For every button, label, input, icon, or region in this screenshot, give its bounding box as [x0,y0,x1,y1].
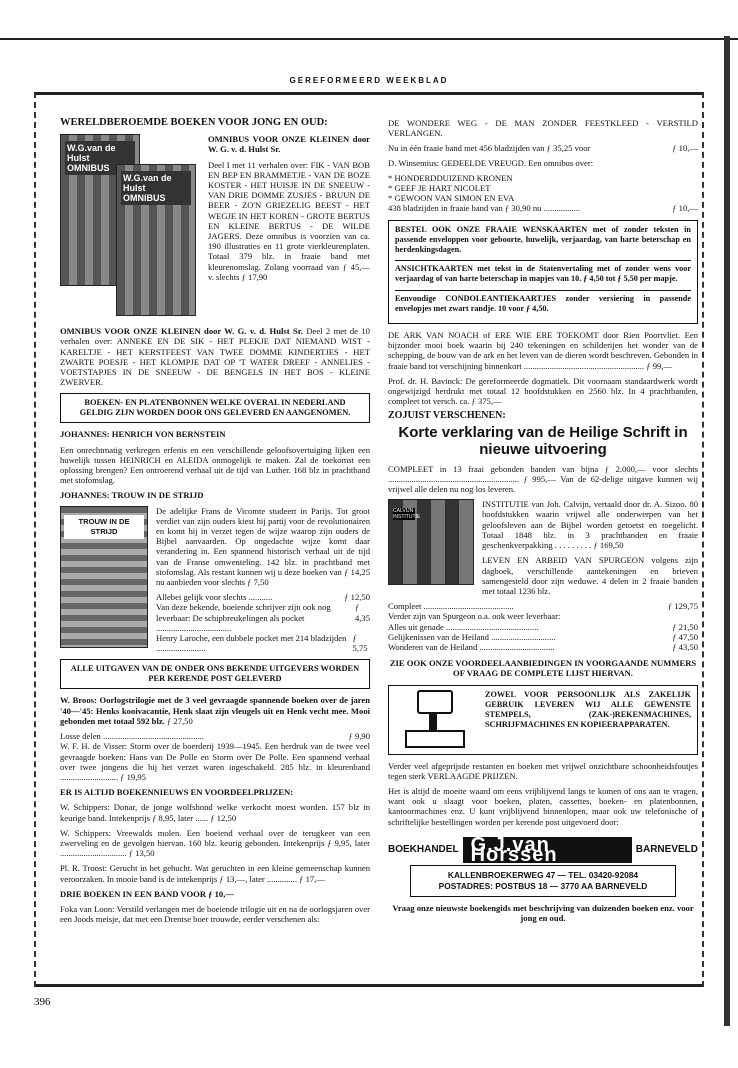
running-header: GEREFORMEERD WEEKBLAD [289,76,449,85]
trouw-cover: TROUW IN DE STRIJD [60,506,148,648]
right-column [388,118,698,929]
footer-text: Vraag onze nieuwste boekengids met beschrijving van duizenden boeken enz. voor jong en oud. [392,903,694,924]
verlaagd-text: Verder veel afgeprijsde restanten en boeken met vrijwel onzichtbare schoonheidsfoutjes tegen sterk VERLAAGDE PRIJZEN. [388,760,698,781]
wondere-text: DE WONDERE WEG - DE MAN ZONDER FEESTKLEED - VERSTILD VERLANGEN. [388,118,698,139]
omnibus1-text: Deel I met 11 verhalen over: FIK - VAN BOB EN BEP EN BRAMMETJE - VAN DE BOZE KOSTER - HET HUISJE IN DE SNEEUW - VAN DRIE DOMME ZUSJES - BRUUN DE BEER - ZO'N GRIEZELIG BEEST - HET WEGJE IN HET KOREN - GROTE BERTUS EN KLEINE BERTUS - DE WILDE JAGERS. Deze omnibus is voorzien van ca. 190 illustraties en 11 grote vierkleurenplaten. Totaal 379 blz. in fraaie band met kleurenomslag. Zolang voorraad van ƒ 45,— v. slechts ƒ 17,90 [208,159,370,282]
omnibus-covers [60,134,200,322]
ark-text: DE ARK VAN NOACH of ERE WIE ERE TOEKOMT door Rien Poortvliet. Een bijzonder mooi boek waarin bij 240 tekeningen en schilderijen het wonder van de schepping, de bouw van de ark en het leven van de dieren wordt beschreven. Gebonden in fraaie band tot verschijning binnenkort ........................................................ ƒ 99,— [388,330,698,371]
address-line: KALLENBROEKERWEG 47 — TEL. 03420-92084 [447,870,639,881]
bavinck-text: Prof. dr. H. Bavinck: De gereformeerde dogmatiek. Dit voornaam standaardwerk wordt ongewijzigd herdrukt met totaal 12 hoofdstukken en 2560 blz. In 4 prachtbanden, compleet tot versch. ca. ƒ 375,— [388,375,698,407]
trouw-price-row-3: Van deze bekende, boeiende schrijver zijn ook nog leverbaar: De schipbreukelingen als pocket ................................... ƒ 4,35 [156,602,371,633]
divider [395,290,691,291]
page-edge [724,36,730,1026]
stempel-box [388,685,698,755]
winsemius-price-row: 438 bladzijden in fraaie band van ƒ 30,90 nu ................. ƒ 10,— [388,203,698,214]
winsemius-item: * HONDERDDUIZEND KRONEN [388,172,513,183]
left-column [60,118,370,929]
bookshop-logo [388,833,698,866]
schippers1-text: W. Schippers: Donar, de jonge wolfshond welke verkocht moest worden. 157 blz in keurige band. Intekenprijs ƒ 8,95, later ...... ƒ 12,50 [60,802,370,823]
list-item: Alles uit genade ........................................... ƒ 21,50 [388,621,698,632]
logo-left: BOEKHANDEL [388,843,459,855]
loon-text: Foka van Loon: Verstild verlangen met de boeiende trilogie uit en na de oorlogsjaren over een Joods meisje, dat met een Drentse boer trouwde, eerder verschenen als: [60,903,370,925]
kaarten-box [388,220,698,324]
spurgeon-more: Verder zijn van Spurgeon o.a. ook weer leverbaar: [388,611,561,622]
trouw-price-row-2: Allebei gelijk voor slechts ........... ƒ 12,50 [156,592,370,603]
troost-text: Pl. R. Troost: Gerucht in het gehucht. Wat geruchten in een kleine gemeenschap kunnen veroorzaken. In mooie band is de intekenprijs ƒ 13,—, later .............. ƒ 17,— [60,863,370,884]
stempel-text: ZOWEL VOOR PERSOONLIJK ALS ZAKELIJK GEBRUIK LEVEREN WIJ ALLE GEWENSTE STEMPELS, (ZAK-)REKENMACHINES, SCHRIJFMACHINES EN KOPIEERAPPARATEN. [485,689,691,730]
bonnen-box: BOEKEN- EN PLATENBONNEN WELKE OVERAL IN NEDERLAND GELDIG ZIJN WORDEN DOOR ONS GELEVERD EN AANGENOMEN. [60,393,370,423]
voordeel-notice: ZIE OOK ONZE VOORDEELAANBIEDINGEN IN VOORGAANDE NUMMERS OF VRAAG DE COMPLETE LIJST HIERVAN. [389,658,697,679]
divider [395,260,691,261]
spurgeon-text: LEVEN EN ARBEID VAN SPURGEON volgens zijn dagboek, verschillende aantekeningen en brieven samengesteld door zijn weduwe. 4 delen in 2 fraaie banden met totaal 1236 blz. [482,555,698,596]
stamp-icon [395,690,475,750]
address-line: POSTADRES: POSTBUS 18 — 3770 AA BARNEVELD [438,881,648,892]
trouw-title: JOHANNES: TROUW IN DE STRIJD [60,490,204,501]
uitgaven-box: ALLE UITGAVEN VAN DE ONDER ONS BEKENDE UITGEVERS WORDEN PER KERENDE POST GELEVERD [60,659,370,689]
omnibus2-heading: OMNIBUS VOOR ONZE KLEINEN door W. G. v. d. Hulst Sr. [60,326,303,337]
nieuws-title: ER IS ALTIJD BOEKENNIEUWS EN VOORDEELPRIJZEN: [60,787,294,798]
omnibus2-text: Deel 2 met de 10 verhalen over: ANNEKE EN DE SIK - HET PLEKJE DAT NIEMAND WIST - KARELTJE - HET KERSTFEEST VAN TWEE DOMME KINDERTJES - HET ZWARTE POESJE - HET KLOMPJE DAT OP 'T WATER DREEF - ANNELIES - VOETSTAPJES IN DE SNEEUW - DE BENGELS IN HET BOS - KLEINE ZWERVER. [60,326,370,388]
institutie-binder-image: CALVIJN INSTITUTIE [388,499,474,585]
page-number: 396 [34,996,51,1008]
logo-main: G.J.van Horssen [463,837,632,863]
winsemius-text: D. Winsemius: GEDEELDE VREUGD. Een omnibus over: [388,157,594,168]
omnibus-cover-1: W.G.van de Hulst OMNIBUS [60,134,140,286]
wenskaarten-text: BESTEL OOK ONZE FRAAIE WENSKAARTEN met of zonder teksten in passende enveloppen voor geboorte, huwelijk, verjaardag, van harte beterschap en herdenkingsdagen. [395,224,691,255]
list-item: Gelijkenissen van de Heiland .............................. ƒ 47,50 [388,631,698,642]
omnibus-cover-2: W.G.van de Hulst OMNIBUS [116,164,196,316]
wondere-price-row: Nu in één fraaie band met 456 bladzijden van ƒ 35,25 voor ƒ 10,— [388,143,698,154]
korte-verklaring-text: COMPLEET in 13 fraai gebonden banden van bijna ƒ 2.000,— voor slechts ............................................................. ƒ 995,— Van de 62-delige uitgave kunnen wij vrijwel alle delen nu nog los leveren. [388,463,698,495]
bezoek-text: Het is altijd de moeite waard om eens vrijblijvend langs te komen of ons aan te vragen, want ook u slaagt voor boeken, platen, cassettes, boeken- en platenbonnen, kantoormachines enz. U kunt vrijblijvend binnenlopen, maar ook uw telefonische of schriftelijke bestellingen worden per kerende post uitgevoerd door: [388,785,698,827]
visser-text: W. F. H. de Visser: Storm over de boerderij 1939—1945. Een herdruk van de twee veel gevraagde boeken: Hans van De Polle en Storm over De Polle. Een spannend verhaal over twee jongens die bij het verzet waren ingeschakeld. 285 blz. in kleurenband ........................... ƒ 19,95 [60,741,370,782]
calvijn-text: INSTITUTIE van Joh. Calvijn, vertaald door dr. A. Sizoo. 80 hoofdstukken waarin vrijwel alle onderwerpen van het geloofsleven aan de Bijbel worden getoetst en toegelicht. Totaal 1848 blz. in 3 prachtbanden en fraaie geschenkverpakking . . . . . . . . . ƒ 169,50 [482,499,698,551]
winsemius-item: * GEEF JE HART NICOLET [388,183,491,194]
address-box [410,865,676,897]
ansichtkaarten-text: ANSICHTKAARTEN met tekst in de Statenvertaling met of zonder wens voor verjaardag of van harte beterschap in mapjes van 10. ƒ 4,50 tot ƒ 5,50 per mapje. [395,264,691,284]
spurgeon-price-row: Compleet .......................................... ƒ 129,75 [388,601,698,612]
broos-text: W. Broos: Oorlogstrilogie met de 3 veel gevraagde spannende boeken over de jaren '40—'45: Henks kooivacantie, Henk slaat zijn vleugels uit en Henk vecht mee. Mooi gebonden met totaal 592 blz. ƒ 27,50 [60,695,370,726]
winsemius-item: * GEWOON VAN SIMON EN EVA [388,193,515,204]
korte-verklaring-title: Korte verklaring van de Heilige Schrift in nieuwe uitvoering [398,423,688,458]
drie-title: DRIE BOEKEN IN EEN BAND VOOR ƒ 10,— [60,888,234,899]
condoleantie-text: Eenvoudige CONDOLEANTIEKAARTJES zonder versiering in passende envelopjes met zwart randje. 10 voor ƒ 4,50. [395,293,691,313]
bernstein-title: JOHANNES: HENRICH VON BERNSTEIN [60,429,226,440]
bernstein-text: Een onrechtmatig verkregen erfenis en een verschillende geloofsovertuiging lijken een huwelijk tussen HEINRICH en ALEIDA onmogelijk te maken. Zal de toekomst een oplossing brengen? Een ontroerend verhaal uit de tijd van Luther. 168 blz in prachtband met stofomslag. [60,444,370,486]
ad-title: WERELDBEROEMDE BOEKEN VOOR JONG EN OUD: [60,117,328,128]
logo-right: BARNEVELD [635,843,698,855]
omnibus1-heading: OMNIBUS VOOR ONZE KLEINEN door W. G. v. d. Hulst Sr. [208,134,370,155]
top-rule [0,38,738,40]
trouw-price-row-4: Henry Laroche, een dubbele pocket met 214 bladzijden ....................... ƒ 5,75 [156,633,368,654]
trouw-text: De adelijke Frans de Vicomte studeert in Parijs. Tot groot verdiet van zijn ouders kiest hij partij voor de revolutionairen en komt hij in verzet tegen de wijze waarop zijn ouders de Bijbel aanvaarden. Op ongedachte wijze komt daar verandering in. Een spannend historisch verhaal uit de tijd van de Franse omwenteling. 142 blz. in prachtband met stofomslag. Als restant kunnen wij u deze boeken van ƒ 14,25 nu aanbieden voor slechts ƒ 7,50 [156,505,370,588]
schippers2-text: W. Schippers: Vreewalds molen. Een boeiend verhaal over de terugkeer van een zwerveling en de gevolgen hiervan. 160 blz. keurig gebonden. Intekenprijs ƒ 9,95, later ............................... ƒ 13,50 [60,827,370,859]
broos-price-row: Losse delen ............................................... ƒ 9,90 [60,731,370,742]
list-item: Wonderen van de Heiland ................................... ƒ 43,50 [388,641,698,652]
zojuist-heading: ZOJUIST VERSCHENEN: [388,410,506,422]
